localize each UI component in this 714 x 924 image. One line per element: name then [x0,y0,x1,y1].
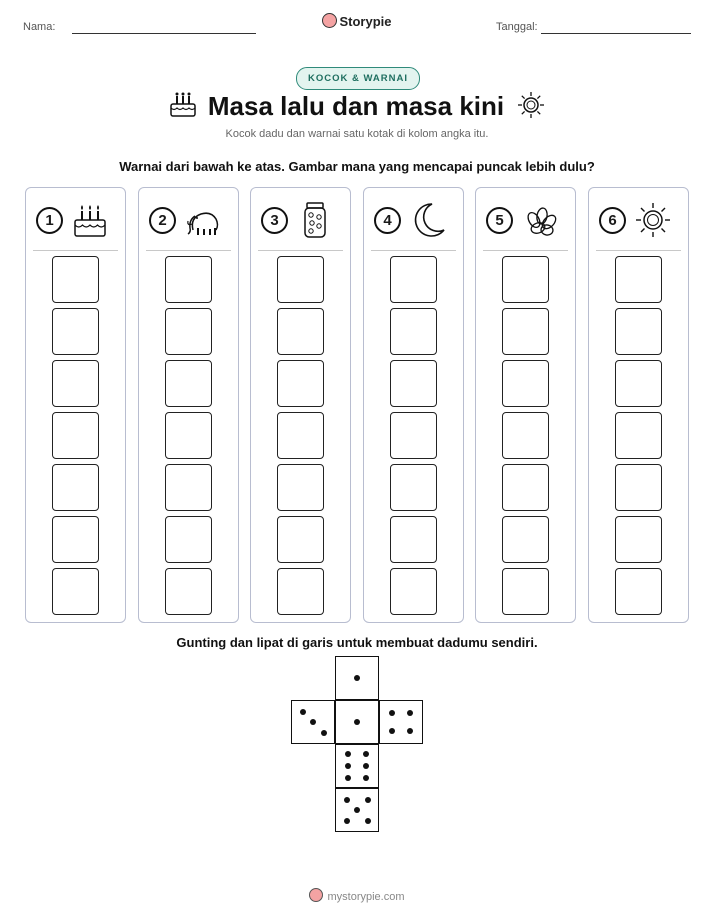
pip [310,719,316,725]
column-number: 2 [149,207,176,234]
dice-face-left [291,700,335,744]
dice-face-center [335,700,379,744]
instruction: Warnai dari bawah ke atas. Gambar mana yang mencapai puncak lebih dulu? [119,159,595,174]
column-3 [250,187,351,623]
subtitle: Kocok dadu dan warnai satu kotak di kolom angka itu. [225,128,489,140]
color-box[interactable] [390,464,437,511]
color-box[interactable] [277,360,324,407]
crescent-moon-icon [408,200,448,240]
cake-icon [168,90,198,118]
color-box[interactable] [615,360,662,407]
color-box[interactable] [390,360,437,407]
column-number: 1 [36,207,63,234]
pip [321,730,327,736]
pip [365,818,371,824]
pip [344,818,350,824]
color-box[interactable] [52,256,99,303]
pip [344,797,350,803]
pip [300,709,306,715]
dice-face-bottom [335,788,379,832]
color-box[interactable] [502,308,549,355]
pip [354,675,360,681]
pip [363,751,369,757]
pip [345,763,351,769]
column-5 [475,187,576,623]
column-number: 3 [261,207,288,234]
column-6 [588,187,689,623]
color-box[interactable] [165,516,212,563]
pip [407,710,413,716]
mammoth-icon [183,200,223,240]
color-box[interactable] [165,308,212,355]
color-box[interactable] [502,464,549,511]
divider [483,250,568,251]
pip [354,807,360,813]
color-box[interactable] [390,516,437,563]
color-box[interactable] [165,568,212,615]
pip [345,775,351,781]
color-box[interactable] [52,464,99,511]
divider [596,250,681,251]
pip [389,728,395,734]
color-box[interactable] [615,464,662,511]
color-box[interactable] [277,256,324,303]
color-box[interactable] [502,568,549,615]
column-1 [25,187,126,623]
color-box[interactable] [615,412,662,459]
color-box[interactable] [165,464,212,511]
color-box[interactable] [390,412,437,459]
color-box[interactable] [502,412,549,459]
column-2 [138,187,239,623]
pip [365,797,371,803]
bear-logo-icon [309,888,323,902]
color-box[interactable] [502,516,549,563]
bear-logo-icon [322,13,337,28]
color-box[interactable] [165,256,212,303]
color-box[interactable] [502,360,549,407]
column-4 [363,187,464,623]
activity-badge: KOCOK & WARNAI [296,67,420,90]
footer-url[interactable]: mystorypie.com [327,891,405,903]
color-box[interactable] [52,568,99,615]
color-box[interactable] [615,516,662,563]
color-box[interactable] [390,568,437,615]
dice-face-right [379,700,423,744]
sun-icon [516,90,546,120]
color-box[interactable] [615,308,662,355]
divider [146,250,231,251]
brand-name: Storypie [339,14,392,29]
color-box[interactable] [277,308,324,355]
color-box[interactable] [277,568,324,615]
date-line[interactable] [541,33,691,34]
color-box[interactable] [390,308,437,355]
color-box[interactable] [165,412,212,459]
brand-logo [0,13,714,29]
color-box[interactable] [52,412,99,459]
color-box[interactable] [502,256,549,303]
color-box[interactable] [277,464,324,511]
pip [363,775,369,781]
color-box[interactable] [615,568,662,615]
color-box[interactable] [615,256,662,303]
footer [0,888,714,903]
name-line[interactable] [72,33,256,34]
color-box[interactable] [390,256,437,303]
color-box[interactable] [165,360,212,407]
pip [389,710,395,716]
pip [363,763,369,769]
pip [407,728,413,734]
column-number: 5 [486,207,513,234]
page-title [0,90,714,122]
name-label: Nama: [23,21,56,33]
pip [354,719,360,725]
date-label: Tanggal: [496,21,538,33]
column-number: 6 [599,207,626,234]
column-number: 4 [374,207,401,234]
divider [371,250,456,251]
pip [345,751,351,757]
dice-face-lower [335,744,379,788]
divider [258,250,343,251]
sun-icon [633,200,673,240]
color-box[interactable] [52,360,99,407]
color-box[interactable] [277,412,324,459]
cut-instruction: Gunting dan lipat di garis untuk membuat dadumu sendiri. [176,635,538,650]
color-box[interactable] [52,308,99,355]
seeds-icon [520,200,560,240]
color-box[interactable] [52,516,99,563]
dice-face-top [335,656,379,700]
color-box[interactable] [277,516,324,563]
jar-icon [295,200,335,240]
birthday-cake-icon [70,200,110,240]
divider [33,250,118,251]
title-text: Masa lalu dan masa kini [207,91,505,121]
